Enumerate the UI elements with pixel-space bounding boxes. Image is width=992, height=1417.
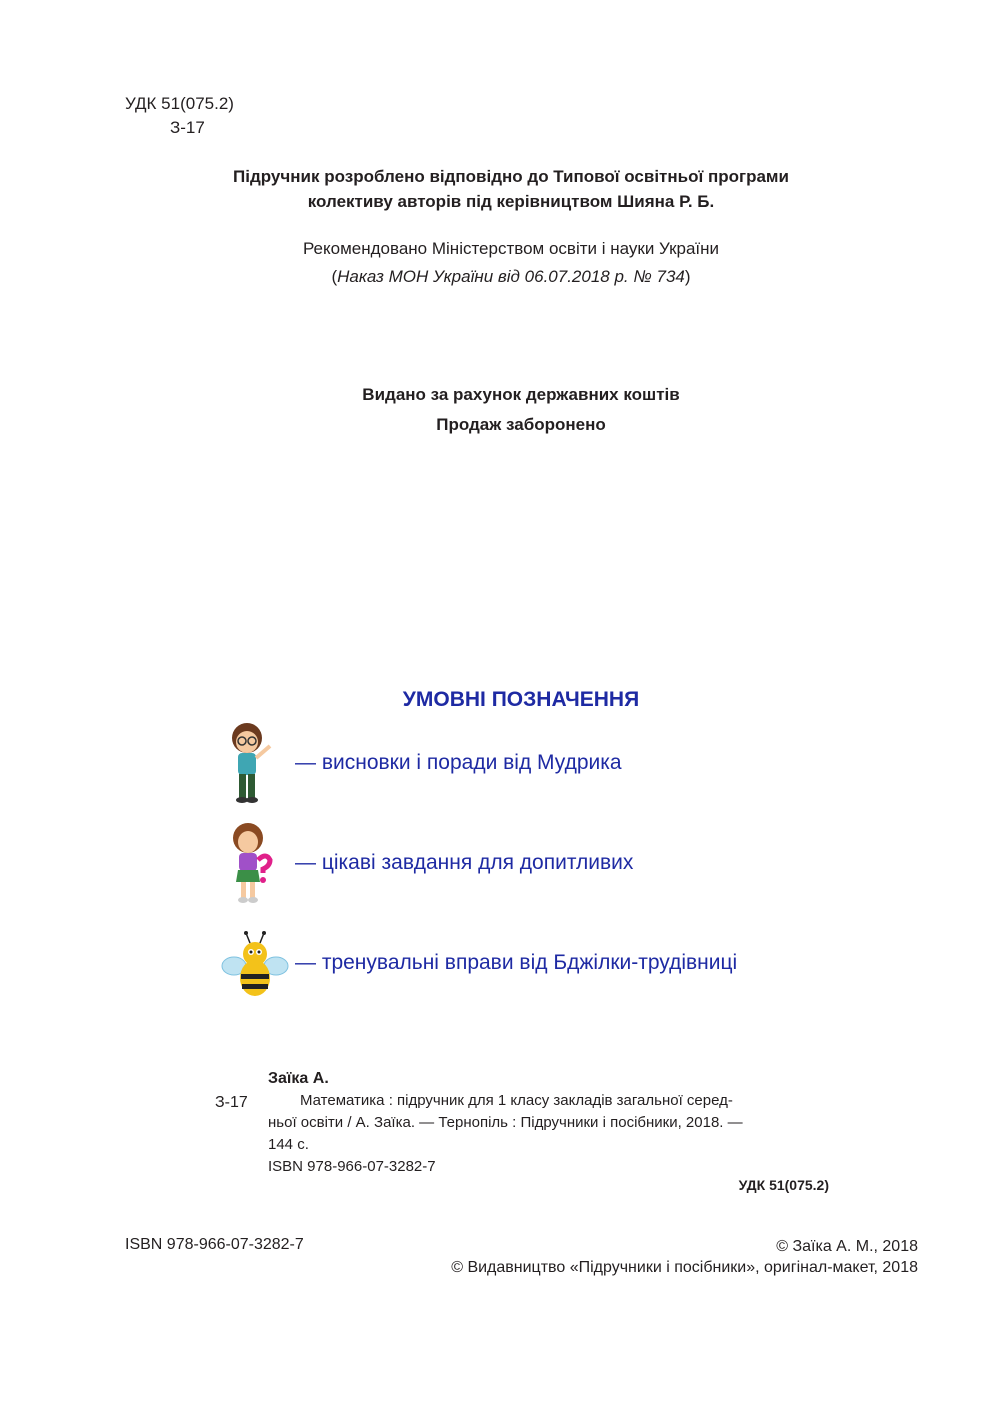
- state-line-1: Видано за рахунок державних коштів: [362, 385, 680, 404]
- copyright-publisher: © Видавництво «Підручники і посібники», оригінал-макет, 2018: [451, 1259, 918, 1276]
- state-funding-notice: [0, 380, 992, 440]
- biblio-author: Заїка А.: [268, 1070, 329, 1087]
- basis-line-2: колективу авторів під керівництвом Шияна Р. Б.: [307, 192, 715, 211]
- legend-item-mudryk: [220, 718, 622, 808]
- order-line: [30, 263, 992, 291]
- legend-text-curious: — цікаві завдання для допитливих: [295, 851, 634, 874]
- biblio-udk: УДК 51(075.2): [738, 1177, 829, 1193]
- legend-text-bee: — тренувальні вправи від Бджілки-трудівниці: [295, 951, 738, 974]
- legend-title: УМОВНІ ПОЗНАЧЕННЯ: [402, 688, 640, 711]
- legend-item-bee: [220, 918, 737, 1008]
- biblio-line-1: Математика : підручник для 1 класу закладів загальної серед-: [300, 1092, 733, 1109]
- footer-copyright: [451, 1236, 918, 1278]
- biblio-code: З-17: [215, 1094, 248, 1111]
- biblio-isbn: ISBN 978-966-07-3282-7: [268, 1158, 436, 1175]
- biblio-line-2: ньої освіти / А. Заїка. — Тернопіль : Підручники і посібники, 2018. —: [268, 1114, 743, 1131]
- biblio-line-3: 144 с.: [268, 1136, 309, 1153]
- state-line-2: Продаж заборонено: [436, 415, 606, 434]
- recommend-line: Рекомендовано Міністерством освіти і науки України: [302, 239, 720, 258]
- open-paren: (: [331, 267, 338, 286]
- legend-text-mudryk: — висновки і поради від Мудрика: [295, 751, 622, 774]
- boy-mudryk-icon: [220, 718, 290, 808]
- legend-item-curious: [220, 818, 633, 908]
- program-basis: [0, 164, 992, 214]
- order-text: Наказ МОН України від 06.07.2018 р. № 734: [337, 267, 685, 286]
- udk-code: УДК 51(075.2): [125, 94, 234, 113]
- ministry-recommendation: [0, 235, 992, 291]
- close-paren: ): [684, 267, 691, 286]
- bee-icon: [220, 918, 290, 1008]
- biblio-annotation: [268, 1090, 828, 1178]
- footer-isbn: ISBN 978-966-07-3282-7: [125, 1236, 304, 1253]
- girl-question-icon: [220, 818, 290, 908]
- udk-header: [125, 92, 234, 140]
- author-code: З-17: [170, 118, 205, 137]
- copyright-author: © Заїка А. М., 2018: [776, 1238, 918, 1255]
- basis-line-1: Підручник розроблено відповідно до Типової освітньої програми: [233, 167, 789, 186]
